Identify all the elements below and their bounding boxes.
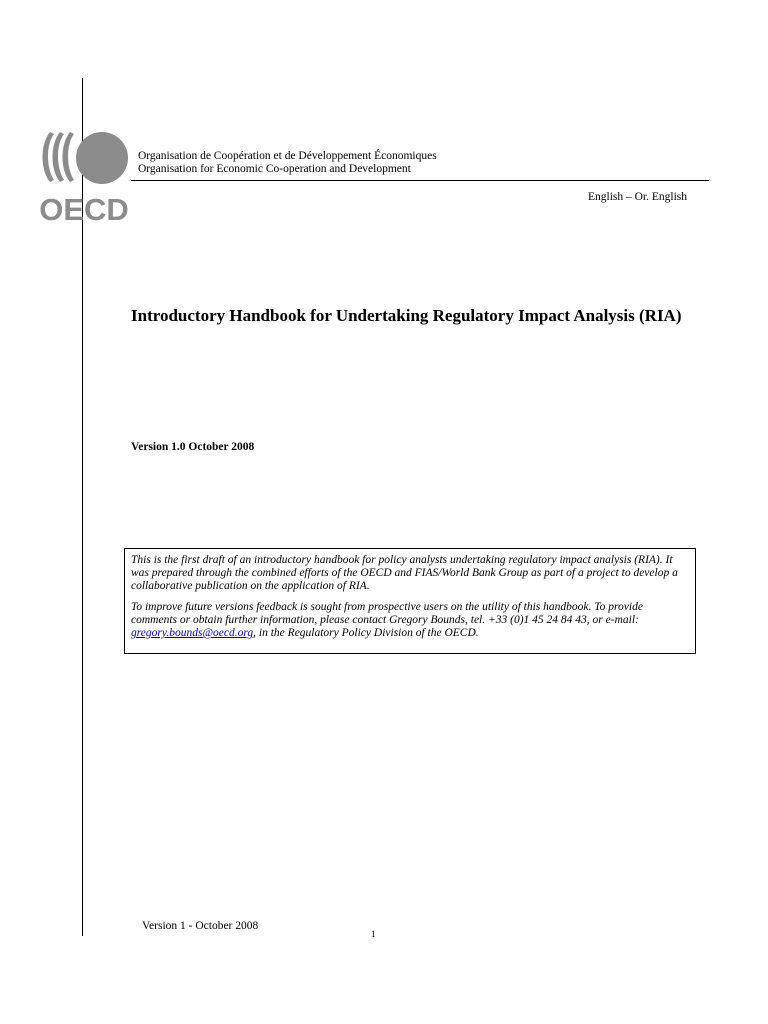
notice-paragraph-2 (131, 601, 689, 640)
document-version: Version 1.0 October 2008 (131, 441, 255, 453)
notice-contact-text: To improve future versions feedback is sought from prospective users on the utility of this handbook. To provide comments or obtain further information, please contact Gregory Bounds, tel. +33 (0)1 45 24 84 43, or e-mail: (131, 601, 643, 626)
footer-version: Version 1 - October 2008 (142, 920, 259, 932)
language-label: English – Or. English (587, 191, 687, 203)
oecd-logo (38, 128, 130, 224)
organisation-name-en: Organisation for Economic Co-operation and Development (138, 163, 411, 175)
header-rule (131, 180, 709, 181)
oecd-logo-text: OECD (39, 192, 129, 224)
document-title: Introductory Handbook for Undertaking Regulatory Impact Analysis (RIA) (131, 306, 682, 325)
contact-email-link[interactable]: gregory.bounds@oecd.org (131, 627, 254, 639)
notice-paragraph-1: This is the first draft of an introductory handbook for policy analysts undertaking regulatory impact analysis (RIA). It was prepared through the combined efforts of the OECD and FIAS/World Bank Group as part of a project to develop a collaborative publication on the application of RIA. (131, 554, 678, 592)
page-number: 1 (371, 929, 376, 939)
oecd-logo-mark (43, 132, 129, 184)
organisation-name-fr: Organisation de Coopération et de Développement Économiques (138, 150, 437, 162)
draft-notice-box (124, 548, 696, 654)
organisation-names (138, 150, 437, 176)
notice-division-text: , in the Regulatory Policy Division of the OECD. (253, 627, 479, 639)
